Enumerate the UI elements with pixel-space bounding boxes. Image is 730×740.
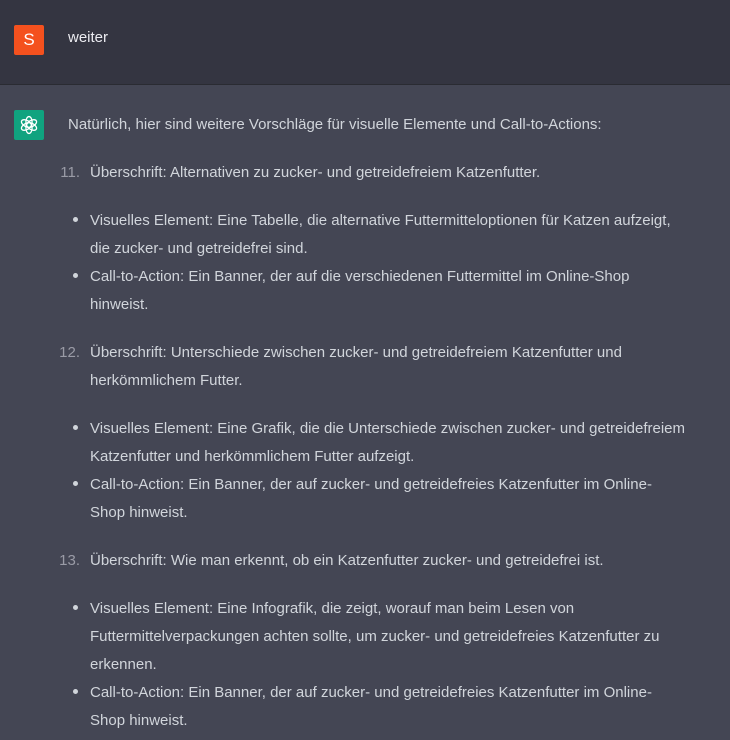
bullet-text: Shop hinweist. xyxy=(90,504,188,521)
list-item-number: 11. xyxy=(60,164,80,181)
user-message-text: weiter xyxy=(68,29,109,46)
bullet-dot xyxy=(73,425,78,430)
bullet-text: Futtermittelverpackungen achten sollte, um zucker- und getreidefreies Katzenfutter zu xyxy=(90,628,660,645)
bullet-text: Call-to-Action: Ein Banner, der auf die verschiedenen Futtermittel im Online-Shop xyxy=(90,268,630,285)
assistant-intro-text: Natürlich, hier sind weitere Vorschläge für visuelle Elemente und Call-to-Actions: xyxy=(68,116,602,133)
list-item-number: 12. xyxy=(59,344,80,361)
bullet-text: Call-to-Action: Ein Banner, der auf zucker- und getreidefreies Katzenfutter im Online- xyxy=(90,684,652,701)
bullet-text: Katzenfutter und herkömmlichem Futter aufzeigt. xyxy=(90,448,415,465)
bullet-dot xyxy=(73,689,78,694)
bullet-text: Visuelles Element: Eine Infografik, die zeigt, worauf man beim Lesen von xyxy=(90,600,575,617)
assistant-message-row xyxy=(0,85,730,740)
openai-logo-icon xyxy=(18,114,40,136)
list-item-heading: Überschrift: Wie man erkennt, ob ein Katzenfutter zucker- und getreidefrei ist. xyxy=(90,552,604,569)
list-item-heading: herkömmlichem Futter. xyxy=(90,372,243,389)
list-item-heading: Überschrift: Unterschiede zwischen zucker- und getreidefreiem Katzenfutter und xyxy=(90,344,622,361)
assistant-avatar xyxy=(14,110,44,140)
list-item-number: 13. xyxy=(59,552,80,569)
bullet-text: Call-to-Action: Ein Banner, der auf zucker- und getreidefreies Katzenfutter im Online- xyxy=(90,476,652,493)
bullet-text: Visuelles Element: Eine Tabelle, die alternative Futtermitteloptionen für Katzen aufzeigt, xyxy=(90,212,671,229)
bullet-text: Visuelles Element: Eine Grafik, die die Unterschiede zwischen zucker- und getreidefreiem xyxy=(90,420,686,437)
bullet-dot xyxy=(73,273,78,278)
bullet-text: die zucker- und getreidefrei sind. xyxy=(90,240,308,257)
bullet-dot xyxy=(73,217,78,222)
bullet-dot xyxy=(73,605,78,610)
bullet-dot xyxy=(73,481,78,486)
user-message-row xyxy=(0,0,730,85)
bullet-text: Shop hinweist. xyxy=(90,712,188,729)
bullet-text: erkennen. xyxy=(90,656,157,673)
bullet-text: hinweist. xyxy=(90,296,149,313)
list-item-heading: Überschrift: Alternativen zu zucker- und getreidefreiem Katzenfutter. xyxy=(90,164,541,181)
user-avatar: S xyxy=(14,25,44,55)
